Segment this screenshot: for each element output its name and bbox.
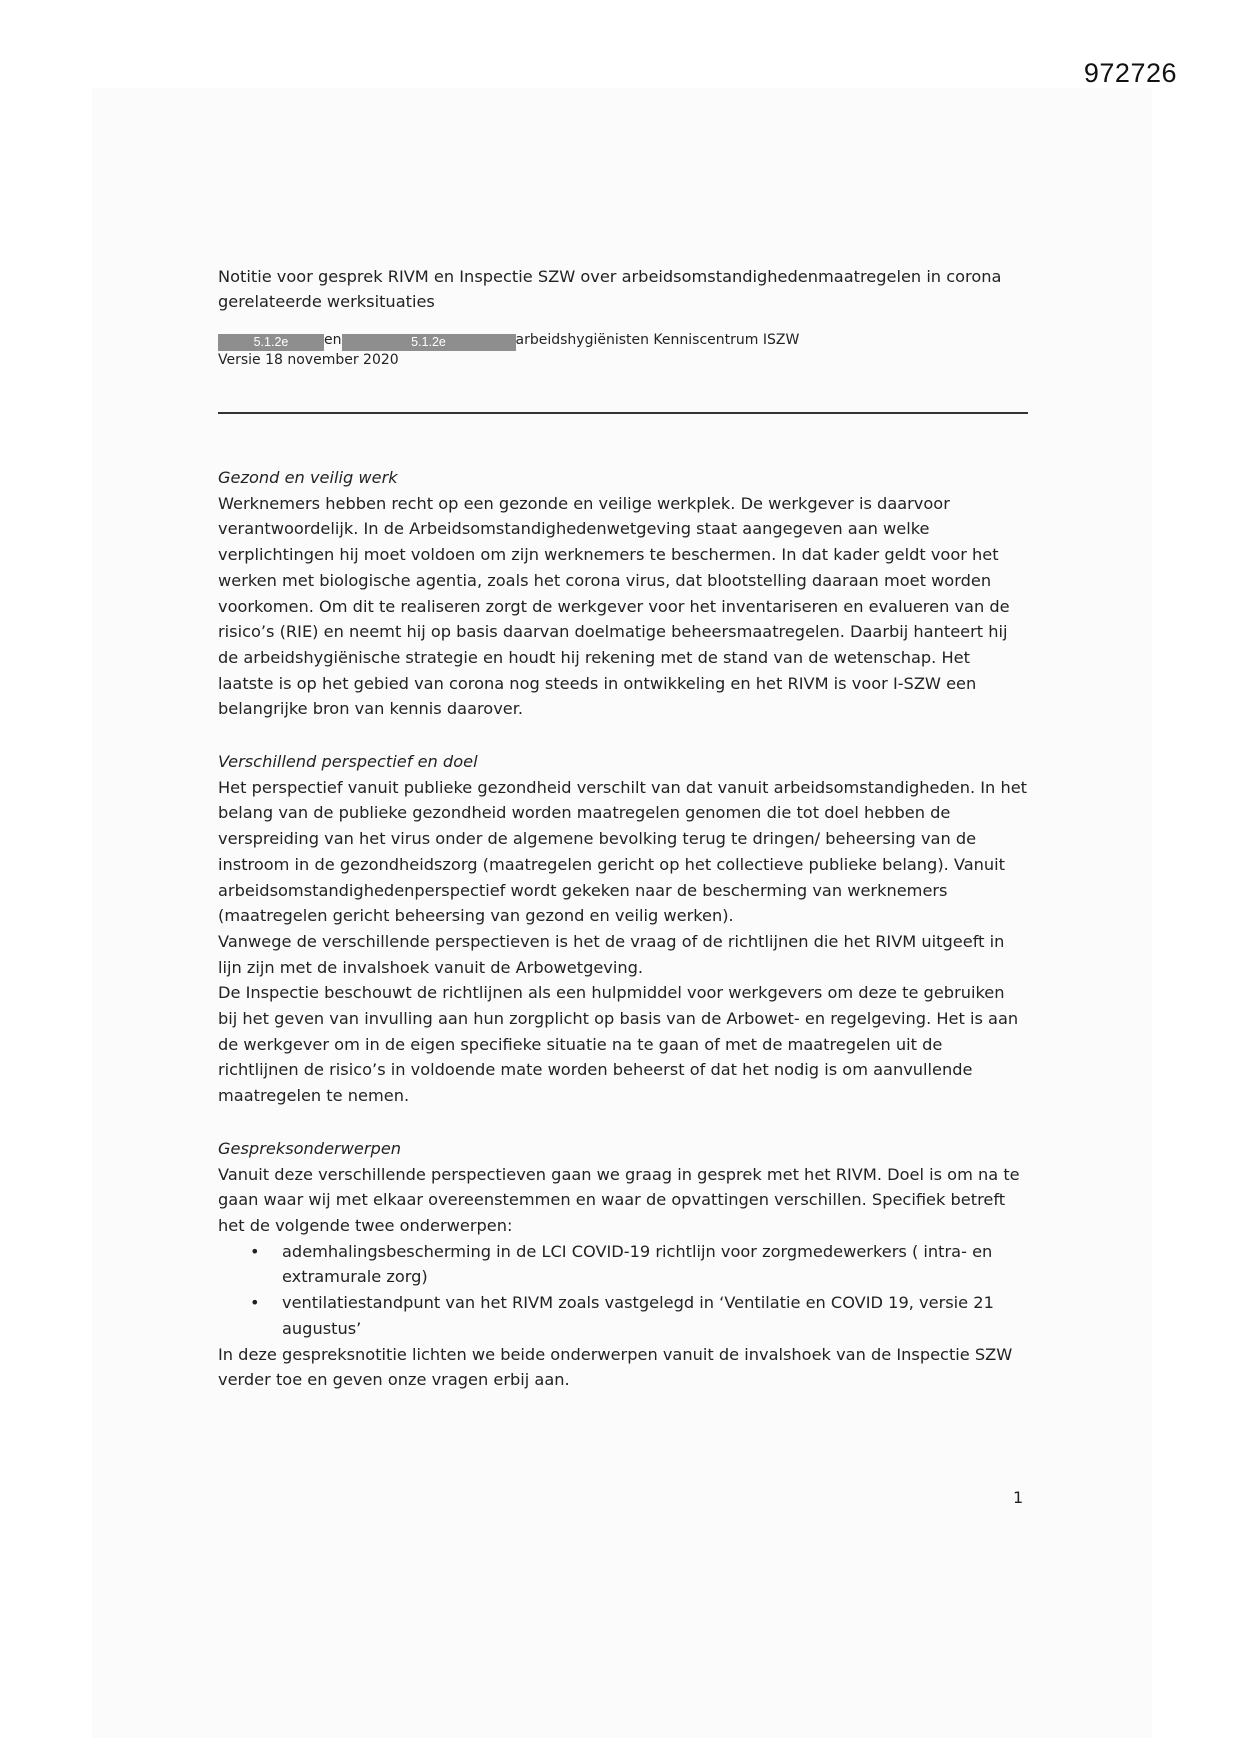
author-affiliation: arbeidshygiënisten Kenniscentrum ISZW bbox=[515, 332, 800, 348]
bullet-icon: • bbox=[250, 1241, 260, 1261]
document-body bbox=[218, 264, 1028, 1393]
paragraph: De Inspectie beschouwt de richtlijnen als een hulpmiddel voor werkgevers om deze te gebruiken bij het geven van invulling aan hun zorgplicht op basis van de Arbowet- en regelgeving. Het is aan de werkgever om in de eigen specifieke situatie na te gaan of met de maatregelen uit de richtlijnen de risico’s in voldoende mate worden beheerst of dat het nodig is om aanvullende maatregelen te nemen. bbox=[218, 983, 1019, 1106]
section-heading: Gezond en veilig werk bbox=[218, 468, 398, 487]
list-item-text: ventilatiestandpunt van het RIVM zoals vastgelegd in ‘Ventilatie en COVID 19, versie 21 augustus’ bbox=[282, 1293, 994, 1338]
page-number: 1 bbox=[1013, 1488, 1024, 1507]
topic-list bbox=[218, 1239, 1028, 1342]
section-gezond-en-veilig-werk bbox=[218, 465, 1028, 722]
paragraph: Vanwege de verschillende perspectieven is het de vraag of de richtlijnen die het RIVM uitgeeft in lijn zijn met de invalshoek vanuit de Arbowetgeving. bbox=[218, 931, 1005, 977]
list-item bbox=[250, 1290, 1028, 1341]
paragraph: Werknemers hebben recht op een gezonde en veilige werkplek. De werkgever is daarvoor verantwoordelijk. In de Arbeidsomstandighedenwetgeving staat aangegeven aan welke verplichtingen hij moet voldoen om zijn werknemers te beschermen. In dat kader geldt voor het werken met biologische agentia, zoals het corona virus, dat blootstelling daaraan moet worden voorkomen. Om dit te realiseren zorgt de werkgever voor het inventariseren en evalueren van de risico’s (RIE) en neemt hij op basis daarvan doelmatige beheersmaatregelen. Daarbij hanteert hij de arbeidshygiënische strategie en houdt hij rekening met de stand van de wetenschap. Het laatste is op het gebied van corona nog steeds in ontwikkeling en het RIVM is voor I-SZW een belangrijke bron van kennis daarover. bbox=[218, 493, 1010, 719]
document-title: Notitie voor gesprek RIVM en Inspectie SZW over arbeidsomstandighedenmaatregelen in corona gerelateerde werksituaties bbox=[218, 267, 1002, 311]
redaction-block: 5.1.2e bbox=[342, 334, 516, 351]
author-connector: en bbox=[324, 332, 342, 348]
list-item-text: ademhalingsbescherming in de LCI COVID-19 richtlijn voor zorgmedewerkers ( intra- en extramurale zorg) bbox=[282, 1241, 993, 1287]
author-line bbox=[218, 331, 1028, 351]
redaction-block: 5.1.2e bbox=[218, 334, 324, 351]
paragraph: Vanuit deze verschillende perspectieven gaan we graag in gesprek met het RIVM. Doel is om na te gaan waar wij met elkaar overeenstemmen en waar de opvattingen verschillen. Specifiek betreft het de volgende twee onderwerpen: bbox=[218, 1164, 1020, 1235]
version-date: Versie 18 november 2020 bbox=[218, 352, 399, 368]
section-heading: Gespreksonderwerpen bbox=[218, 1138, 402, 1158]
list-item bbox=[250, 1239, 1028, 1290]
section-heading: Verschillend perspectief en doel bbox=[218, 752, 478, 772]
horizontal-rule bbox=[218, 412, 1028, 414]
bullet-icon: • bbox=[250, 1293, 260, 1313]
paragraph: Het perspectief vanuit publieke gezondheid verschilt van dat vanuit arbeidsomstandigheden. In het belang van de publieke gezondheid worden maatregelen genomen die tot doel hebben de verspreiding van het virus onder de algemene bevolking terug te dringen/ beheersing van de instroom in de gezondheidszorg (maatregelen gericht op het collectieve publieke belang). Vanuit arbeidsomstandighedenperspectief wordt gekeken naar de bescherming van werknemers (maatregelen gericht beheersing van gezond en veilig werken). bbox=[218, 777, 1028, 926]
section-gespreksonderwerpen bbox=[218, 1136, 1028, 1393]
paragraph: In deze gespreksnotitie lichten we beide onderwerpen vanuit de invalshoek van de Inspectie SZW verder toe en geven onze vragen erbij aan. bbox=[218, 1344, 1013, 1390]
section-verschillend-perspectief bbox=[218, 749, 1028, 1109]
document-number: 972726 bbox=[1083, 58, 1177, 88]
